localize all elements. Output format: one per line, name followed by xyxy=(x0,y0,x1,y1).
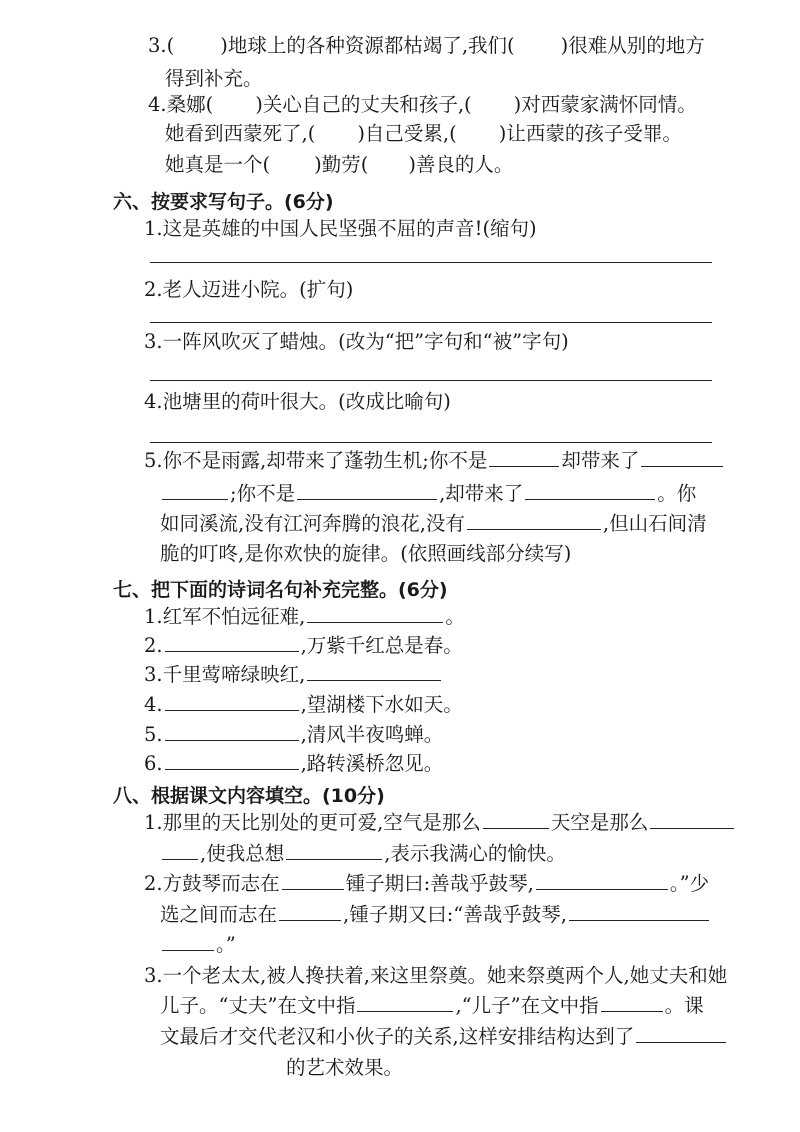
blank-underline[interactable] xyxy=(286,839,382,860)
answer-line[interactable] xyxy=(150,322,712,323)
s5-q4-line3: 她真是一个( )勤劳( )善良的人。 xyxy=(165,153,514,176)
blank-underline[interactable] xyxy=(636,1022,726,1043)
section-8-heading: 八、根据课文内容填空。(10分) xyxy=(113,785,385,807)
s6-q2: 2.老人迈进小院。(扩句) xyxy=(144,278,354,301)
blank-underline[interactable] xyxy=(467,509,601,530)
s7-q3: 3.千里莺啼绿映红, xyxy=(144,659,443,691)
blank-underline[interactable] xyxy=(307,660,441,681)
s5-q3-line1: 3.( )地球上的各种资源都枯竭了,我们( )很难从别的地方 xyxy=(148,34,705,57)
section-7-heading: 七、把下面的诗词名句补充完整。(6分) xyxy=(113,579,448,601)
blank-paren[interactable] xyxy=(270,151,314,171)
blank-paren[interactable] xyxy=(472,91,514,111)
blank-underline[interactable] xyxy=(279,900,341,921)
section-6-heading: 六、按要求写句子。(6分) xyxy=(113,191,334,213)
s8-q3-line3: 文最后才交代老汉和小伙子的关系,这样安排结构达到了 xyxy=(160,1021,728,1053)
s8-q3-line2: 儿子。“丈夫”在文中指 ,“儿子”在文中指 。课 xyxy=(160,990,704,1022)
blank-underline[interactable] xyxy=(641,446,723,467)
s8-q2-line2: 选之间而志在 ,锺子期又曰:“善哉乎鼓琴, xyxy=(160,899,711,931)
blank-underline[interactable] xyxy=(483,808,549,829)
s7-q6: 6. ,路转溪桥忽见。 xyxy=(144,748,443,780)
blank-underline[interactable] xyxy=(282,869,344,890)
s8-q3-line4: 的艺术效果。 xyxy=(286,1056,404,1079)
s8-q2-line3: 。” xyxy=(160,929,236,961)
s6-q5-line1: 5.你不是雨露,却带来了蓬勃生机;你不是 却带来了 xyxy=(144,445,725,477)
blank-underline[interactable] xyxy=(650,808,734,829)
s7-q5: 5. ,清风半夜鸣蝉。 xyxy=(144,719,443,751)
s7-q1: 1.红军不怕远征难, 。 xyxy=(144,601,465,633)
blank-underline[interactable] xyxy=(536,869,668,890)
s8-q3-line1: 3.一个老太太,被人搀扶着,来这里祭奠。她来祭奠两个人,她丈夫和她 xyxy=(144,964,728,987)
blank-underline[interactable] xyxy=(165,720,299,741)
blank-underline[interactable] xyxy=(489,446,559,467)
s5-q3-line2: 得到补充。 xyxy=(165,67,263,90)
blank-underline[interactable] xyxy=(307,602,443,623)
s5-q4-line1: 4.桑娜( )关心自己的丈夫和孩子,( )对西蒙家满怀同情。 xyxy=(148,93,697,116)
answer-line[interactable] xyxy=(150,380,712,381)
s6-q3: 3.一阵风吹灭了蜡烛。(改为“把”字句和“被”字句) xyxy=(144,330,569,353)
blank-paren[interactable] xyxy=(457,120,499,140)
answer-line[interactable] xyxy=(150,262,712,263)
blank-paren[interactable] xyxy=(368,151,408,171)
s7-q2: 2. ,万紫千红总是春。 xyxy=(144,630,463,662)
blank-underline[interactable] xyxy=(601,991,663,1012)
answer-line[interactable] xyxy=(150,442,712,443)
blank-underline[interactable] xyxy=(569,900,709,921)
s8-q1-line2: ,使我总想 ,表示我满心的愉快。 xyxy=(160,838,566,870)
blank-paren[interactable] xyxy=(315,120,357,140)
s7-q4: 4. ,望湖楼下水如天。 xyxy=(144,689,463,721)
blank-underline[interactable] xyxy=(162,479,228,500)
s6-q5-line4: 脆的叮咚,是你欢快的旋律。(依照画线部分续写) xyxy=(160,542,572,565)
s6-q1: 1.这是英雄的中国人民坚强不屈的声音!(缩句) xyxy=(144,217,537,240)
s6-q4: 4.池塘里的荷叶很大。(改成比喻句) xyxy=(144,390,451,413)
blank-underline[interactable] xyxy=(165,749,299,770)
blank-underline[interactable] xyxy=(525,479,655,500)
blank-underline[interactable] xyxy=(357,991,453,1012)
s5-q4-line2: 她看到西蒙死了,( )自己受累,( )让西蒙的孩子受罪。 xyxy=(165,122,682,145)
blank-paren[interactable] xyxy=(174,32,220,52)
blank-paren[interactable] xyxy=(515,32,561,52)
blank-underline[interactable] xyxy=(165,690,299,711)
s8-q2-line1: 2.方鼓琴而志在 锺子期曰:善哉乎鼓琴, 。”少 xyxy=(144,868,709,900)
blank-underline[interactable] xyxy=(165,631,299,652)
blank-underline[interactable] xyxy=(162,839,198,860)
blank-paren[interactable] xyxy=(213,91,255,111)
s6-q5-line2: ;你不是 ,却带来了 。你 xyxy=(160,478,696,510)
s8-q1-line1: 1.那里的天比别处的更可爱,空气是那么 天空是那么 xyxy=(144,807,736,839)
s6-q5-line3: 如同溪流,没有江河奔腾的浪花,没有 ,但山石间清 xyxy=(160,508,707,540)
blank-underline[interactable] xyxy=(162,930,214,951)
blank-underline[interactable] xyxy=(297,479,437,500)
